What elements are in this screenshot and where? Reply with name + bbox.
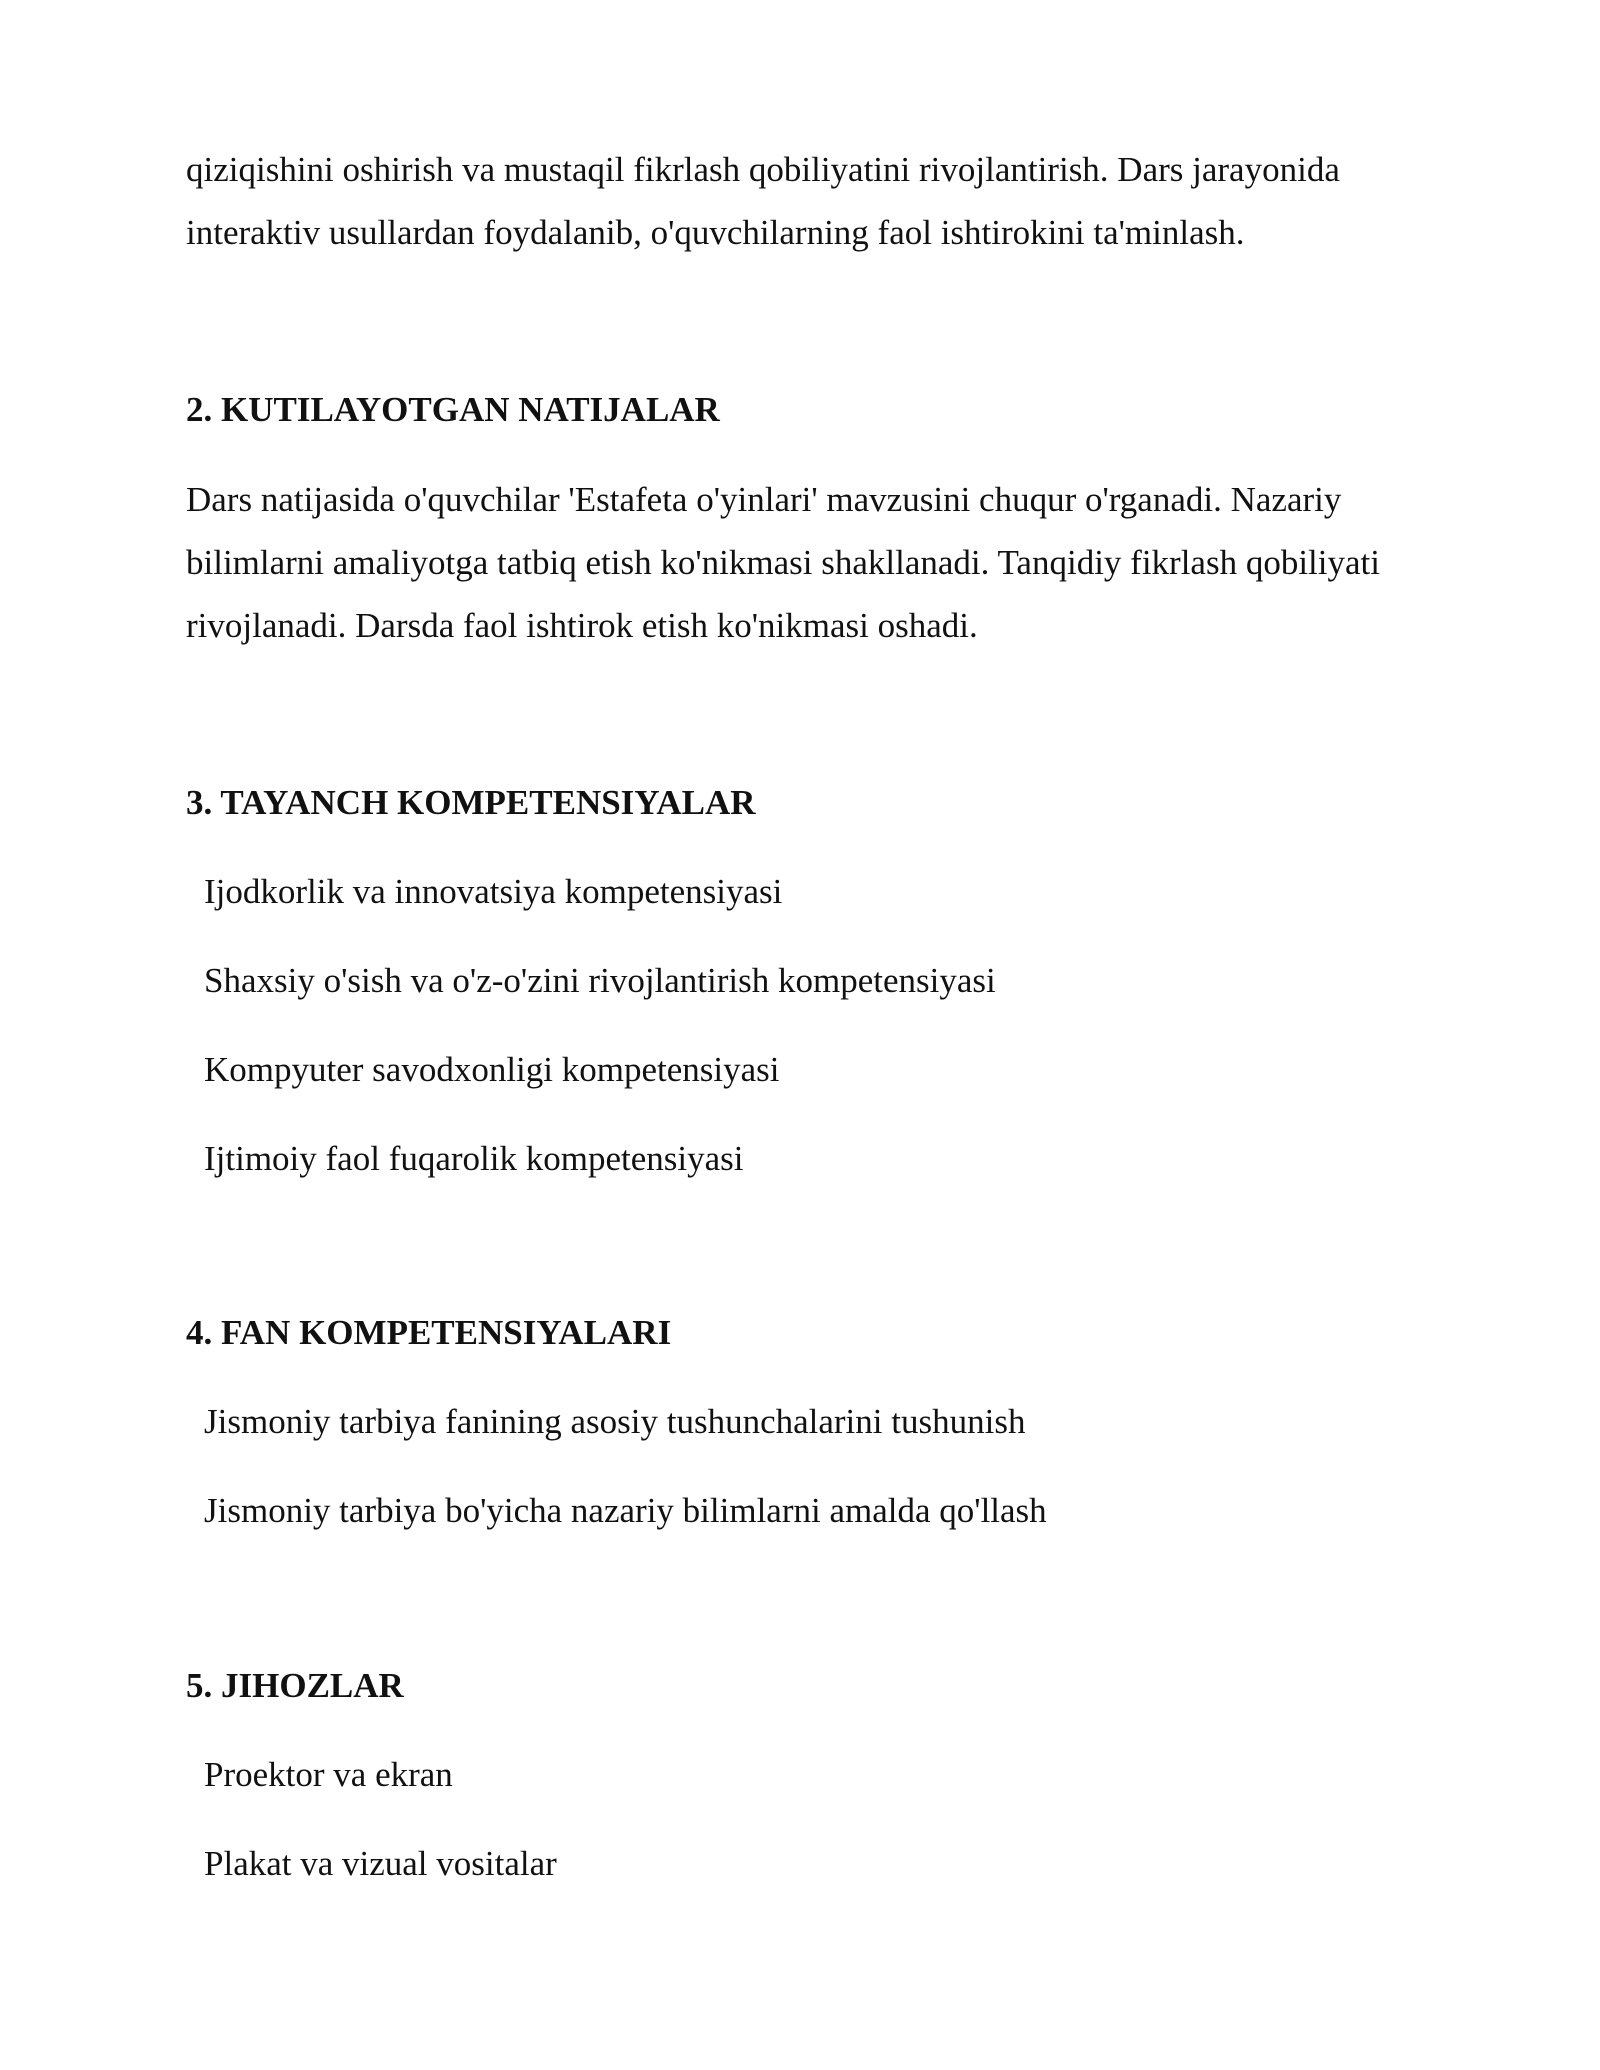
expected-results-paragraph: Dars natijasida o'quvchilar 'Estafeta o'yinlari' mavzusini chuqur o'rganadi. Nazariy bilimlarni amaliyotga tatbiq etish ko'nikmasi shakllanadi. Tanqidiy fikrlash qobiliyati rivojlanadi. Darsda faol ishtirok etish ko'nikmasi oshadi. [186, 480, 1380, 645]
list-item: Ijodkorlik va innovatsiya kompetensiyasi [204, 872, 783, 911]
list-item: Shaxsiy o'sish va o'z-o'zini rivojlantirish kompetensiyasi [204, 961, 996, 1000]
section-heading-core-competencies: 3. TAYANCH KOMPETENSIYALAR [186, 783, 756, 822]
list-item: Ijtimoiy faol fuqarolik kompetensiyasi [204, 1139, 744, 1178]
list-item: Jismoniy tarbiya bo'yicha nazariy bilimlarni amalda qo'llash [204, 1491, 1047, 1530]
list-item: Jismoniy tarbiya fanining asosiy tushunchalarini tushunish [204, 1402, 1026, 1441]
section-heading-expected-results: 2. KUTILAYOTGAN NATIJALAR [186, 390, 720, 429]
list-item: Proektor va ekran [204, 1755, 453, 1794]
list-item: Kompyuter savodxonligi kompetensiyasi [204, 1050, 780, 1089]
list-item: Plakat va vizual vositalar [204, 1844, 557, 1883]
section-heading-equipment: 5. JIHOZLAR [186, 1666, 404, 1705]
intro-paragraph: qiziqishini oshirish va mustaqil fikrlash qobiliyatini rivojlantirish. Dars jarayonida interaktiv usullardan foydalanib, o'quvchilarning faol ishtirokini ta'minlash. [186, 150, 1340, 252]
section-heading-subject-competencies: 4. FAN KOMPETENSIYALARI [186, 1313, 672, 1352]
